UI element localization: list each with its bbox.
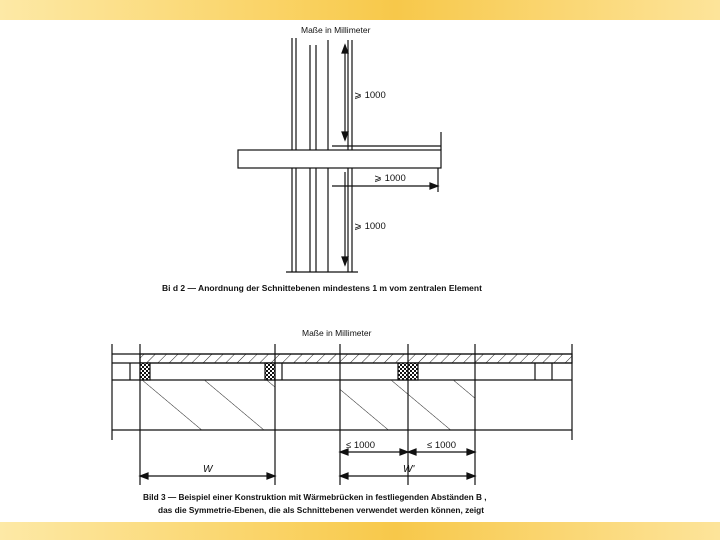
fig3-dim-right-label: ≤ 1000 xyxy=(427,440,456,451)
thermal-bridge xyxy=(140,363,150,380)
fig2-dim-top-label: ⩾ 1000 xyxy=(354,90,386,101)
top-insulation-layer xyxy=(140,354,572,363)
fig3-caption-line1: Bild 3 — Beispiel einer Konstruktion mit Wärmebrücken in festliegenden Abständen B , xyxy=(143,492,487,502)
dim-arrow xyxy=(140,473,148,479)
fig3-w-prime-label: W' xyxy=(403,464,415,475)
fig2-caption: Bi d 2 — Anordnung der Schnittebenen mindestens 1 m vom zentralen Element xyxy=(162,283,482,293)
dim-arrow xyxy=(267,473,275,479)
slab-section-left xyxy=(140,380,275,430)
dim-arrow xyxy=(342,257,348,265)
fig3-unit-note: Maße in Millimeter xyxy=(302,328,372,338)
figure-2-drawing xyxy=(238,38,441,272)
dim-arrow xyxy=(467,449,475,455)
thermal-bridge xyxy=(265,363,275,380)
fig2-dim-bottom-label: ⩾ 1000 xyxy=(354,221,386,232)
fig2-unit-note: Maße in Millimeter xyxy=(301,25,371,35)
fig3-w-label: W xyxy=(203,464,213,475)
dim-arrow xyxy=(342,45,348,53)
fig3-dim-left-label: ≤ 1000 xyxy=(346,440,375,451)
figure-3-drawing xyxy=(112,344,572,485)
dim-arrow xyxy=(467,473,475,479)
floor-slab xyxy=(238,150,441,168)
dim-arrow xyxy=(342,132,348,140)
fig2-dim-right-label: ⩾ 1000 xyxy=(374,173,406,184)
dim-arrow xyxy=(408,449,416,455)
dim-arrow xyxy=(340,473,348,479)
fig3-caption-line2: das die Symmetrie-Ebenen, die als Schnittebenen verwendet werden können, zeigt xyxy=(158,505,484,515)
dim-arrow xyxy=(430,183,438,189)
